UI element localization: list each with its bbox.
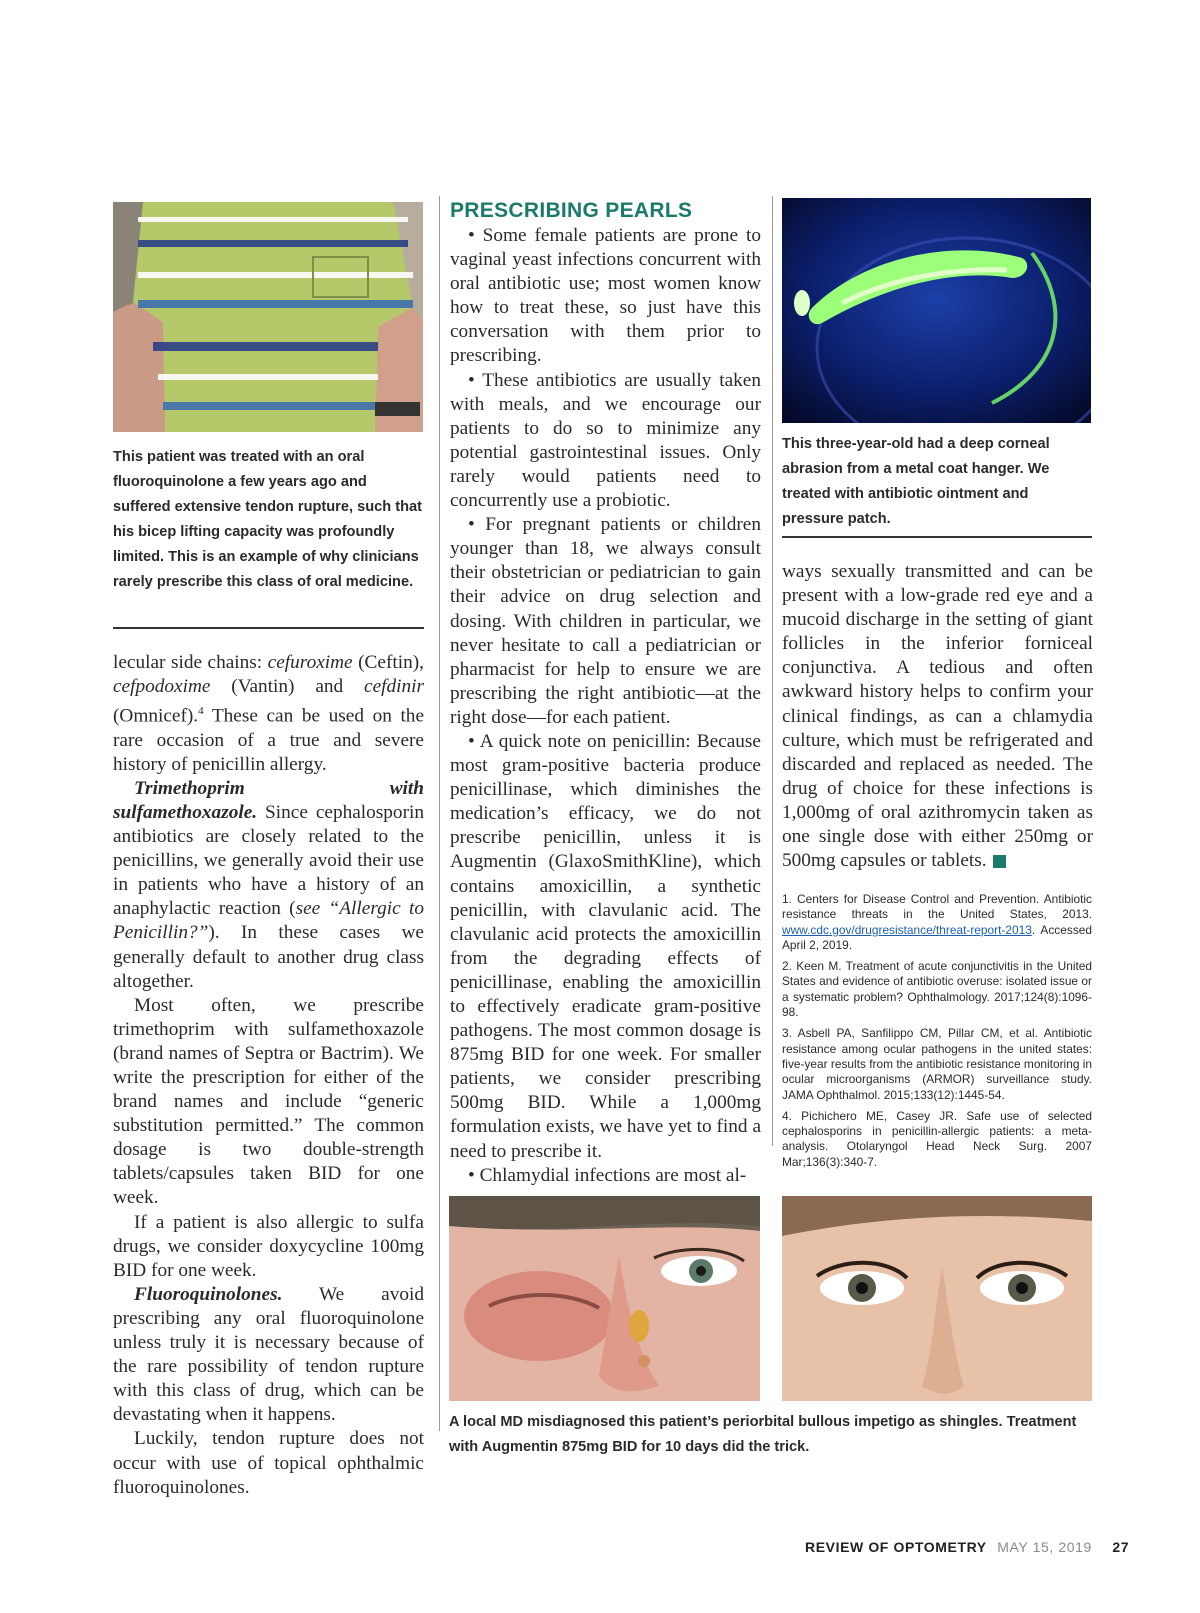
prescribing-pearls-heading: PRESCRIBING PEARLS [450,199,693,222]
caption-divider-1 [113,627,424,629]
col1-paragraph-2 [113,777,424,994]
issue-date: MAY 15, 2019 [997,1539,1092,1555]
column-divider-1 [439,196,440,1431]
subhead-trimethoprim: Trimethoprim with sulfamethoxazole. [113,777,424,823]
pearl-1: • Some female patients are prone to vaginal yeast infections concurrent with oral antibiotic use; most women know how to treat these, so just have this conversation with them prior to prescribing. [450,225,761,367]
col1-paragraph-4: If a patient is also allergic to sulfa drugs, we consider doxycycline 100mg BID for one week. [113,1211,424,1281]
pearl-3: • For pregnant patients or children younger than 18, we always consult their obstetrician or pediatrician to gain their advice on drug selection and dosing. With children in particular, we never hesitate to call a pediatrician or pharmacist for help to ensure we are prescribing the right antibiotic—at the right dose—for each patient. [450,514,761,728]
column-divider-2 [772,196,773,1146]
sidebar-reference: see “Allergic to Penicillin?” [113,898,425,944]
caption-divider-2 [782,536,1092,538]
col1-p2-text-a: Since cephalosporin antibiotics are closely related to the penicillins, we generally avoid their use in patients who have a history of an anaphylactic reaction ( [113,801,424,920]
reference-1-accessed: . Accessed April 2, 2019. [782,922,1092,952]
corneal-caption-box [782,432,1092,532]
col1-p1-text-c: (Vantin) and [210,676,365,698]
citation-4[interactable]: 4 [198,705,204,718]
impetigo-photo [449,1196,760,1401]
col1-p1-text-a: lecular side chains: [113,652,268,673]
corneal-abrasion-photo [782,198,1091,423]
column-3-text [782,560,1093,873]
page-number: 27 [1112,1539,1130,1555]
prescribing-pearls [450,198,761,1188]
publication-name: REVIEW OF OPTOMETRY [805,1539,987,1555]
reference-1-text: 1. Centers for Disease Control and Prevention. Antibiotic resistance threats in the United States, 2013. [782,892,1092,922]
impetigo-illustration [449,1196,760,1401]
reference-1 [782,892,1092,953]
column-1-text [113,651,424,1500]
col3-p1-text: ways sexually transmitted and can be present with a low-grade red eye and a mucoid discharge in the setting of giant follicles in the inferior forniceal conjunctiva. A tedious and often awkward history helps to confirm your clinical findings, as can a chlamydia culture, which must be refrigerated and discarded and replaced as needed. The drug of choice for these infections is 1,000mg of oral azithromycin taken as one single dose with either 250mg or 500mg capsules or tablets. [782,561,1093,872]
page-footer [805,1539,1145,1555]
impetigo-caption-box [449,1410,1099,1460]
col1-paragraph-3: Most often, we prescribe trimethoprim with sulfamethoxazole (brand names of Septra or Bactrim). We write the prescription for either of the brand names and include “generic substitution permitted.” The common dosage is two double-strength tablets/capsules taken BID for one week. [113,994,424,1209]
tendon-rupture-photo [113,202,423,432]
col1-p1-text-e: These can be used on the rare occasion of a true and severe history of penicillin allergy. [113,705,424,775]
col1-paragraph-1 [113,651,424,777]
resolved-impetigo-photo [782,1196,1092,1401]
article-end-icon [993,855,1006,868]
col1-p5-text: We avoid prescribing any oral fluoroquinolone unless truly it is necessary because of the rare possibility of tendon rupture with this class of drug, which can be devastating when it happens. [113,1283,424,1426]
col1-p1-text-b: (Ceftin), [352,652,424,673]
col1-paragraph-5 [113,1283,424,1428]
col1-p2-text-b: ). In these cases we generally default to another drug class altogether. [113,922,424,992]
tendon-rupture-caption: This patient was treated with an oral fluoroquinolone a few years ago and suffered extensive tendon rupture, such that his bicep lifting capacity was profoundly limited. This is an example of why clinicians rarely prescribe this class of oral medicine. [113,449,422,590]
col3-paragraph-1 [782,560,1093,873]
impetigo-caption: A local MD misdiagnosed this patient’s periorbital bullous impetigo as shingles. Treatment with Augmentin 875mg BID for 10 days did the trick. [449,1414,1077,1455]
tendon-rupture-illustration [113,202,423,432]
pearl-5: • Chlamydial infections are most al- [468,1164,747,1186]
references [782,892,1092,1176]
drug-cefpodoxime: cefpodoxime [113,676,211,698]
col1-paragraph-6: Luckily, tendon rupture does not occur with use of topical ophthalmic fluoroquinolones. [113,1428,424,1498]
reference-1-link[interactable]: www.cdc.gov/drugresistance/threat-report-2013 [782,922,1032,937]
pearl-4: • A quick note on penicillin: Because most gram-positive bacteria produce penicillinase, which diminishes the medication’s efficacy, we do not prescribe penicillin, unless it is Augmentin (GlaxoSmithKline), which contains amoxicillin, a synthetic penicillin, with clavulanic acid. The clavulanic acid protects the amoxicillin from the degrading effects of penicillinase, enabling the amoxicillin to effectively eradicate gram-positive pathogens. The most common dosage is 875mg BID for one week. For smaller patients, we consider prescribing 500mg BID. While a 1,000mg formulation exists, we have yet to find a need to prescribe it. [450,730,761,1162]
reference-4: 4. Pichichero ME, Casey JR. Safe use of selected cephalosporins in penicillin-allergic patients: a meta-analysis. Otolaryngol Head Neck Surg. 2007 Mar;136(3):340-7. [782,1108,1092,1169]
drug-cefuroxime: cefuroxime [267,652,353,673]
drug-cefdinir: cefdinir [364,676,424,698]
tendon-rupture-caption-box [113,445,423,595]
subhead-fluoroquinolones: Fluoroquinolones. [134,1283,283,1305]
pearl-2: • These antibiotics are usually taken with meals, and we encourage our patients to do so to minimize any potential gastrointestinal issues. Only rarely would patients need to concurrently use a probiotic. [450,369,761,512]
resolved-illustration [782,1196,1092,1401]
reference-3: 3. Asbell PA, Sanfilippo CM, Pillar CM, et al. Antibiotic resistance among ocular pathogens in the united states: five-year results from the antibiotic resistance monitoring in ocular microorganisms (ARMOR) surveillance study. JAMA Ophthalmol. 2015;133(12):1445-54. [782,1026,1092,1102]
corneal-abrasion-illustration [782,198,1091,423]
col1-p1-text-d: (Omnicef). [113,705,199,727]
corneal-abrasion-caption: This three-year-old had a deep corneal abrasion from a metal coat hanger. We treated with antibiotic ointment and pressure patch. [782,436,1050,527]
reference-2: 2. Keen M. Treatment of acute conjunctivitis in the United States and evidence of antibiotic overuse: isolated issue or a systematic problem? Ophthalmology. 2017;124(8):1096-98. [782,959,1092,1020]
